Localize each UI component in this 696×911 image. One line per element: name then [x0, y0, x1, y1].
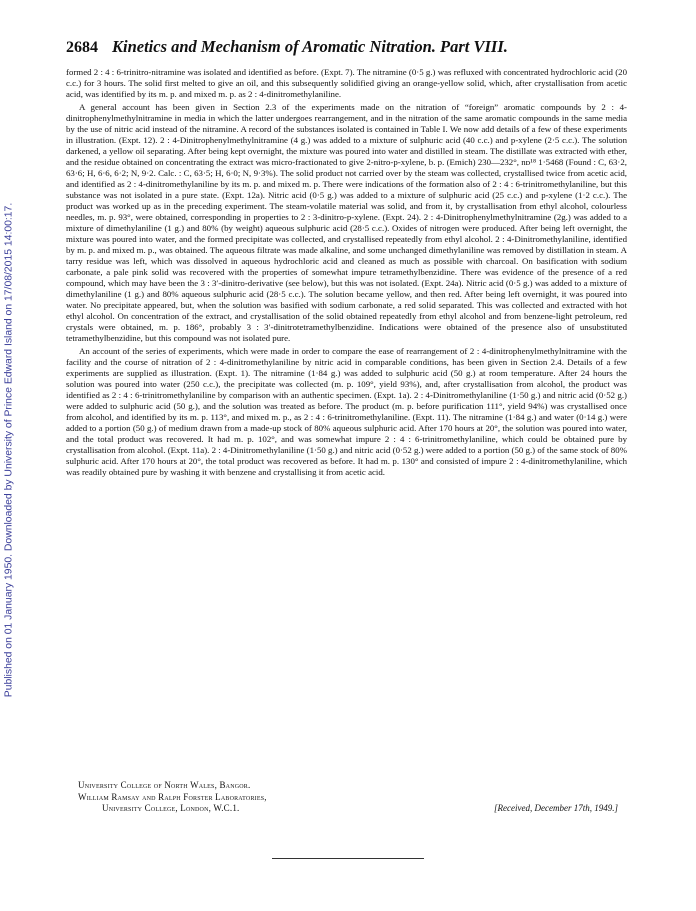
affiliation-line-1: University College of North Wales, Bangor. [78, 780, 251, 790]
affiliation-line-2: William Ramsay and Ralph Forster Laboratories, [78, 791, 267, 802]
end-rule [272, 858, 424, 859]
download-watermark-text: Published on 01 January 1950. Downloaded by University of Prince Edward Island on 17/08/2015 14:00:17. [3, 202, 15, 698]
running-title: Kinetics and Mechanism of Aromatic Nitration. Part VIII. [112, 37, 508, 56]
affiliation-block [78, 780, 618, 815]
article-body [66, 67, 627, 478]
paragraph-rearrangement-comparison: An account of the series of experiments, which were made in order to compare the ease of rearrangement of 2 : 4-dinitrophenylmethylnitramine with the facility and the course of nitration of 2 : 4-dinitromethylaniline by nitric acid in comparable conditions, has been given in Section 2.4. Details of a few experiments are supplied as illustration. (Expt. 1). The nitramine (1·84 g.) was added to sulphuric acid (50 g.) at room temperature. After 24 hours the solution was poured into water (250 c.c.), the precipitate was collected (m. p. 109°, yield 93%), and, after crystallisation from alcohol, the product was identified as 2 : 4 : 6-trinitromethylaniline by comparison with an authentic specimen. (Expt. 1a). 2 : 4-Dinitromethylaniline (1·50 g.) and nitric acid (0·52 g.) were added to sulphuric acid (50 g.), and the solution was treated as before. The product (m. p. before purification 111°, yield 94%) was crystallised once from alcohol, and identified by its m. p. 113°, and mixed m. p., as 2 : 4 : 6-trinitromethylaniline. (Expt. 11). The nitramine (1·84 g.) and water (0·14 g.) were added to a portion (50 g.) of medium drawn from a made-up stock of 80% aqueous sulphuric acid. After 170 hours at 20°, the solution was poured into water, and the total product was recovered. It had m. p. 102°, and was somewhat impure 2 : 4 : 6-trinitromethylaniline, which could be obtained pure by crystallisation from alcohol. (Expt. 11a). 2 : 4-Dinitromethylaniline (1·50 g.) and nitric acid (0·52 g.) were added to a portion (50 g.) of the same stock of 80% sulphuric acid. After 170 hours at 20°, the total product was recovered as before. It had m. p. 130° and consisted of impure 2 : 4-dinitromethylaniline, which was readily obtained pure by washing it with benzene and crystallising it from acetic acid. [66, 346, 627, 477]
page-header [66, 37, 626, 59]
paragraph-foreign-compounds: A general account has been given in Section 2.3 of the experiments made on the nitration of “foreign” aromatic compounds by 2 : 4-dinitrophenylmethylnitramine in media in which the latter undergoes rearrangement, and in the nitration of the same aromatic compounds in the same media by the use of nitric acid instead of the nitramine. A record of the substances isolated is contained in Table I. We now add details of a few of these experiments in illustration. (Expt. 12). 2 : 4-Dinitrophenylmethylnitramine (4 g.) was added to a mixture of sulphuric acid (40 c.c.) and p-xylene (2·5 c.c.). The solution darkened, a yellow oil separating. After being kept overnight, the mixture was poured into water and distilled in steam. The distillate was extracted with ether, and the residue obtained on concentrating the extract was micro-fractionated to give 2-nitro-p-xylene, b. p. (Emich) 230—232°, nᴅ¹⁸ 1·5468 (Found : C, 63·2, 63·6; H, 6·6, 6·2; N, 9·2. Calc. : C, 63·5; H, 6·0; N, 9·3%). The solid product not carried over by the steam was collected, crystallised twice from acetic acid, and identified as 2 : 4-dinitromethylaniline by its m. p. and mixed m. p. There were indications of the formation also of 2 : 4 : 6-trinitromethylaniline, but this substance was not isolated in a pure state. (Expt. 12a). Nitric acid (0·5 g.) was added to a mixture of sulphuric acid (25 c.c.) and p-xylene (1·2 c.c.). The product was worked up as in the preceding experiment. The steam-volatile material was solid, and from it, by crystallisation from ethyl alcohol, colourless needles, m. p. 93°, were obtained, corresponding in properties to 2 : 3-dinitro-p-xylene. (Expt. 24). 2 : 4-Dinitrophenylmethylnitramine (2g.) was added to a mixture of dimethylaniline (1 g.) and 80% (by weight) aqueous sulphuric acid (28·5 c.c.). Oxides of nitrogen were produced. After being left overnight, the mixture was poured into water, and the formed precipitate was collected, and crystallised repeatedly from ethyl alcohol. 2 : 4-Dinitromethylaniline, identified by m. p. and mixed m. p., was obtained. The aqueous filtrate was made alkaline, and some unchanged dimethylaniline was removed by distillation in steam. A tarry residue was left, which was dissolved in aqueous hydrochloric acid and cleaned as much as possible with charcoal. On basification with sodium carbonate, a pale pink solid was recovered with the properties of somewhat impure tetramethylbenzidine. There was evidence of the presence of a red compound, which may have been the 3 : 3′-dinitro-derivative (see below), but this was not isolated. (Expt. 24a). Nitric acid (0·5 g.) was added to a mixture of dimethylaniline (1 g.) and 80% aqueous sulphuric acid (28·5 c.c.). The solution became yellow, and then red. After being left overnight, it was poured into water. No precipitate appeared, but, when the solution was basified with sodium carbonate, a red solid separated. This was collected and extracted with hot ethyl alcohol. On concentration of the extract, and crystallisation of the solid obtained repeatedly from ethyl alcohol and from benzene-light petroleum, red crystals were obtained, m. p. 186°, probably 3 : 3′-dinitrotetramethylbenzidine. Indications were obtained of the presence also of unsubstituted tetramethylbenzidine, but this compound was not isolated pure. [66, 102, 627, 343]
affiliation-line-3: University College, London, W.C.1. [102, 803, 240, 813]
download-watermark [2, 40, 16, 860]
received-date: [Received, December 17th, 1949.] [494, 803, 618, 813]
paragraph-continuation: formed 2 : 4 : 6-trinitro-nitramine was isolated and identified as before. (Expt. 7). The nitramine (0·5 g.) was refluxed with concentrated hydrochloric acid (20 c.c.) for 3 hours. The solid first melted to give an oil, and this subsequently solidified giving an orange-yellow solid, which, after crystallisation from acetic acid, was identified by its m. p. and mixed m. p. as 2 : 4-dinitromethylaniline. [66, 67, 627, 99]
page-number: 2684 [66, 39, 98, 56]
